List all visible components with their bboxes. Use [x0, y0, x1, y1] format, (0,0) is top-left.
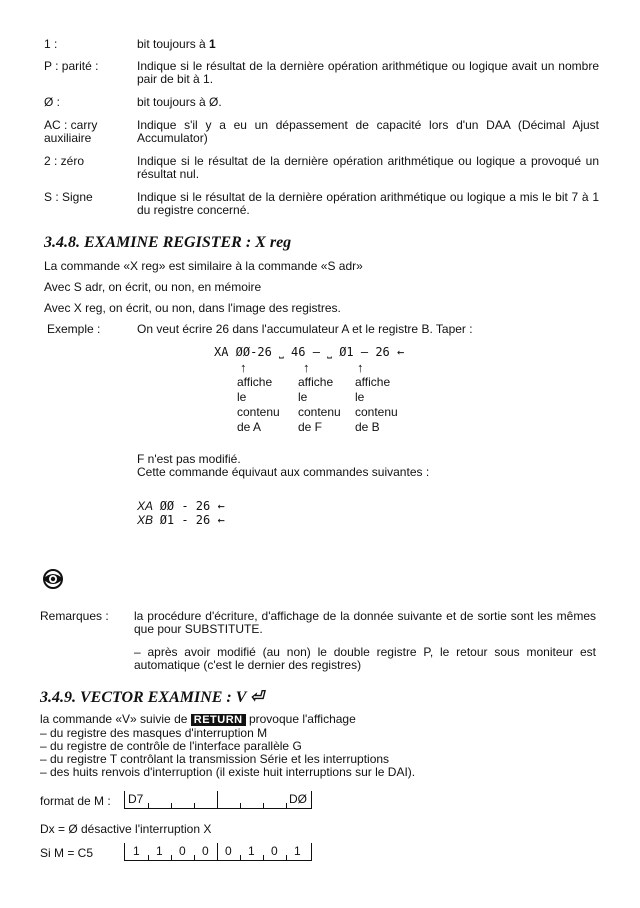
equiv-cmd-xa: XA ØØ - 26 ← — [137, 499, 225, 513]
bit-0: 1 — [294, 844, 301, 858]
note-equivalent: Cette commande équivaut aux commandes suivantes : — [137, 465, 430, 479]
si-label: Si M = C5 — [40, 846, 94, 860]
annotation-a: affiche le contenu de A — [237, 375, 280, 434]
remarks-text-1: la procédure d'écriture, d'affichage de la donnée suivante et de sortie sont les mêmes que pour SUBSTITUTE. — [134, 609, 596, 636]
annotation-b: affiche le contenu de B — [355, 375, 398, 434]
remarks-label: Remarques : — [40, 609, 109, 623]
section-348-line2: Avec S adr, on écrit, ou non, en mémoire — [44, 280, 262, 294]
eye-icon — [40, 569, 66, 589]
bit-3: 0 — [225, 844, 232, 858]
flag-term-1: 1 : — [44, 37, 58, 51]
flag-term-zero: 2 : zéro — [44, 154, 85, 168]
annotation-f: affiche le contenu de F — [298, 375, 341, 434]
flag-term-parity: P : parité : — [44, 59, 99, 73]
bit-value-box — [124, 843, 312, 861]
flag-term-sign: S : Signe — [44, 190, 93, 204]
flag-desc-parity: Indique si le résultat de la dernière opération arithmétique ou logique avait un nombre pair de bit à 1. — [137, 59, 599, 86]
section-348-line3: Avec X reg, on écrit, ou non, dans l'image des registres. — [44, 301, 341, 315]
bit-1: 0 — [271, 844, 278, 858]
arrow-f: ↑ — [303, 360, 310, 375]
format-register-box — [124, 791, 312, 809]
format-label: format de M : — [40, 794, 111, 808]
section-349-title: 3.4.9. VECTOR EXAMINE : V ⏎ — [40, 689, 264, 706]
flag-desc-zero: Indique si le résultat de la dernière opération arithmétique ou logique a provoqué un résultat nul. — [137, 154, 599, 181]
format-bit-last: DØ — [289, 792, 307, 806]
arrow-a: ↑ — [240, 360, 247, 375]
example-label: Exemple : — [47, 322, 101, 336]
list-item: – des huits renvois d'interruption (il existe huit interruptions sur le DAI). — [40, 765, 416, 779]
section-348-title: 3.4.8. EXAMINE REGISTER : X reg — [44, 234, 292, 251]
example-text: On veut écrire 26 dans l'accumulateur A et le registre B. Taper : — [137, 322, 473, 336]
flag-desc-sign: Indique si le résultat de la dernière opération arithmétique ou logique a mis le bit 7 à 1 du registre concerné. — [137, 190, 599, 217]
format-bit-first: D7 — [128, 792, 144, 806]
flag-desc-carry: Indique s'il y a eu un dépassement de capacité lors d'un DAA (Décimal Ajust Accumulator) — [137, 118, 599, 145]
list-item: – du registre de contrôle de l'interface parallèle G — [40, 739, 302, 753]
bit-2: 1 — [248, 844, 255, 858]
vector-item-list — [40, 727, 415, 779]
example-command: XA ØØ-26 ⎵ 46 – ⎵ Ø1 – 26 ← — [214, 345, 405, 359]
list-item: – du registre des masques d'interruption M — [40, 726, 268, 740]
remarks-text-2: – après avoir modifié (au non) le double registre P, le retour sous moniteur est automatique (c'est le dernier des registres) — [134, 645, 596, 672]
flag-term-zero-bit: Ø : — [44, 95, 61, 109]
flag-desc-zero-bit: bit toujours à Ø. — [137, 95, 222, 109]
dx-line: Dx = Ø désactive l'interruption X — [40, 822, 212, 836]
list-item: – du registre T contrôlant la transmission Série et les interruptions — [40, 752, 390, 766]
equiv-cmd-xb: XB Ø1 - 26 ← — [137, 513, 225, 527]
flag-desc-1: bit toujours à 1 — [137, 37, 216, 51]
bit-5: 0 — [179, 844, 186, 858]
section-348-line1: La commande «X reg» est similaire à la commande «S adr» — [44, 259, 363, 273]
bit-4: 0 — [202, 844, 209, 858]
flag-term-carry: AC : carry auxiliaire — [44, 118, 98, 145]
note-f-unchanged: F n'est pas modifié. — [137, 452, 241, 466]
return-key: RETURN — [191, 714, 246, 726]
section-349-intro: la commande «V» suivie de RETURN provoque l'affichage — [40, 712, 356, 726]
bit-7: 1 — [133, 844, 140, 858]
arrow-b: ↑ — [357, 360, 364, 375]
bit-6: 1 — [156, 844, 163, 858]
